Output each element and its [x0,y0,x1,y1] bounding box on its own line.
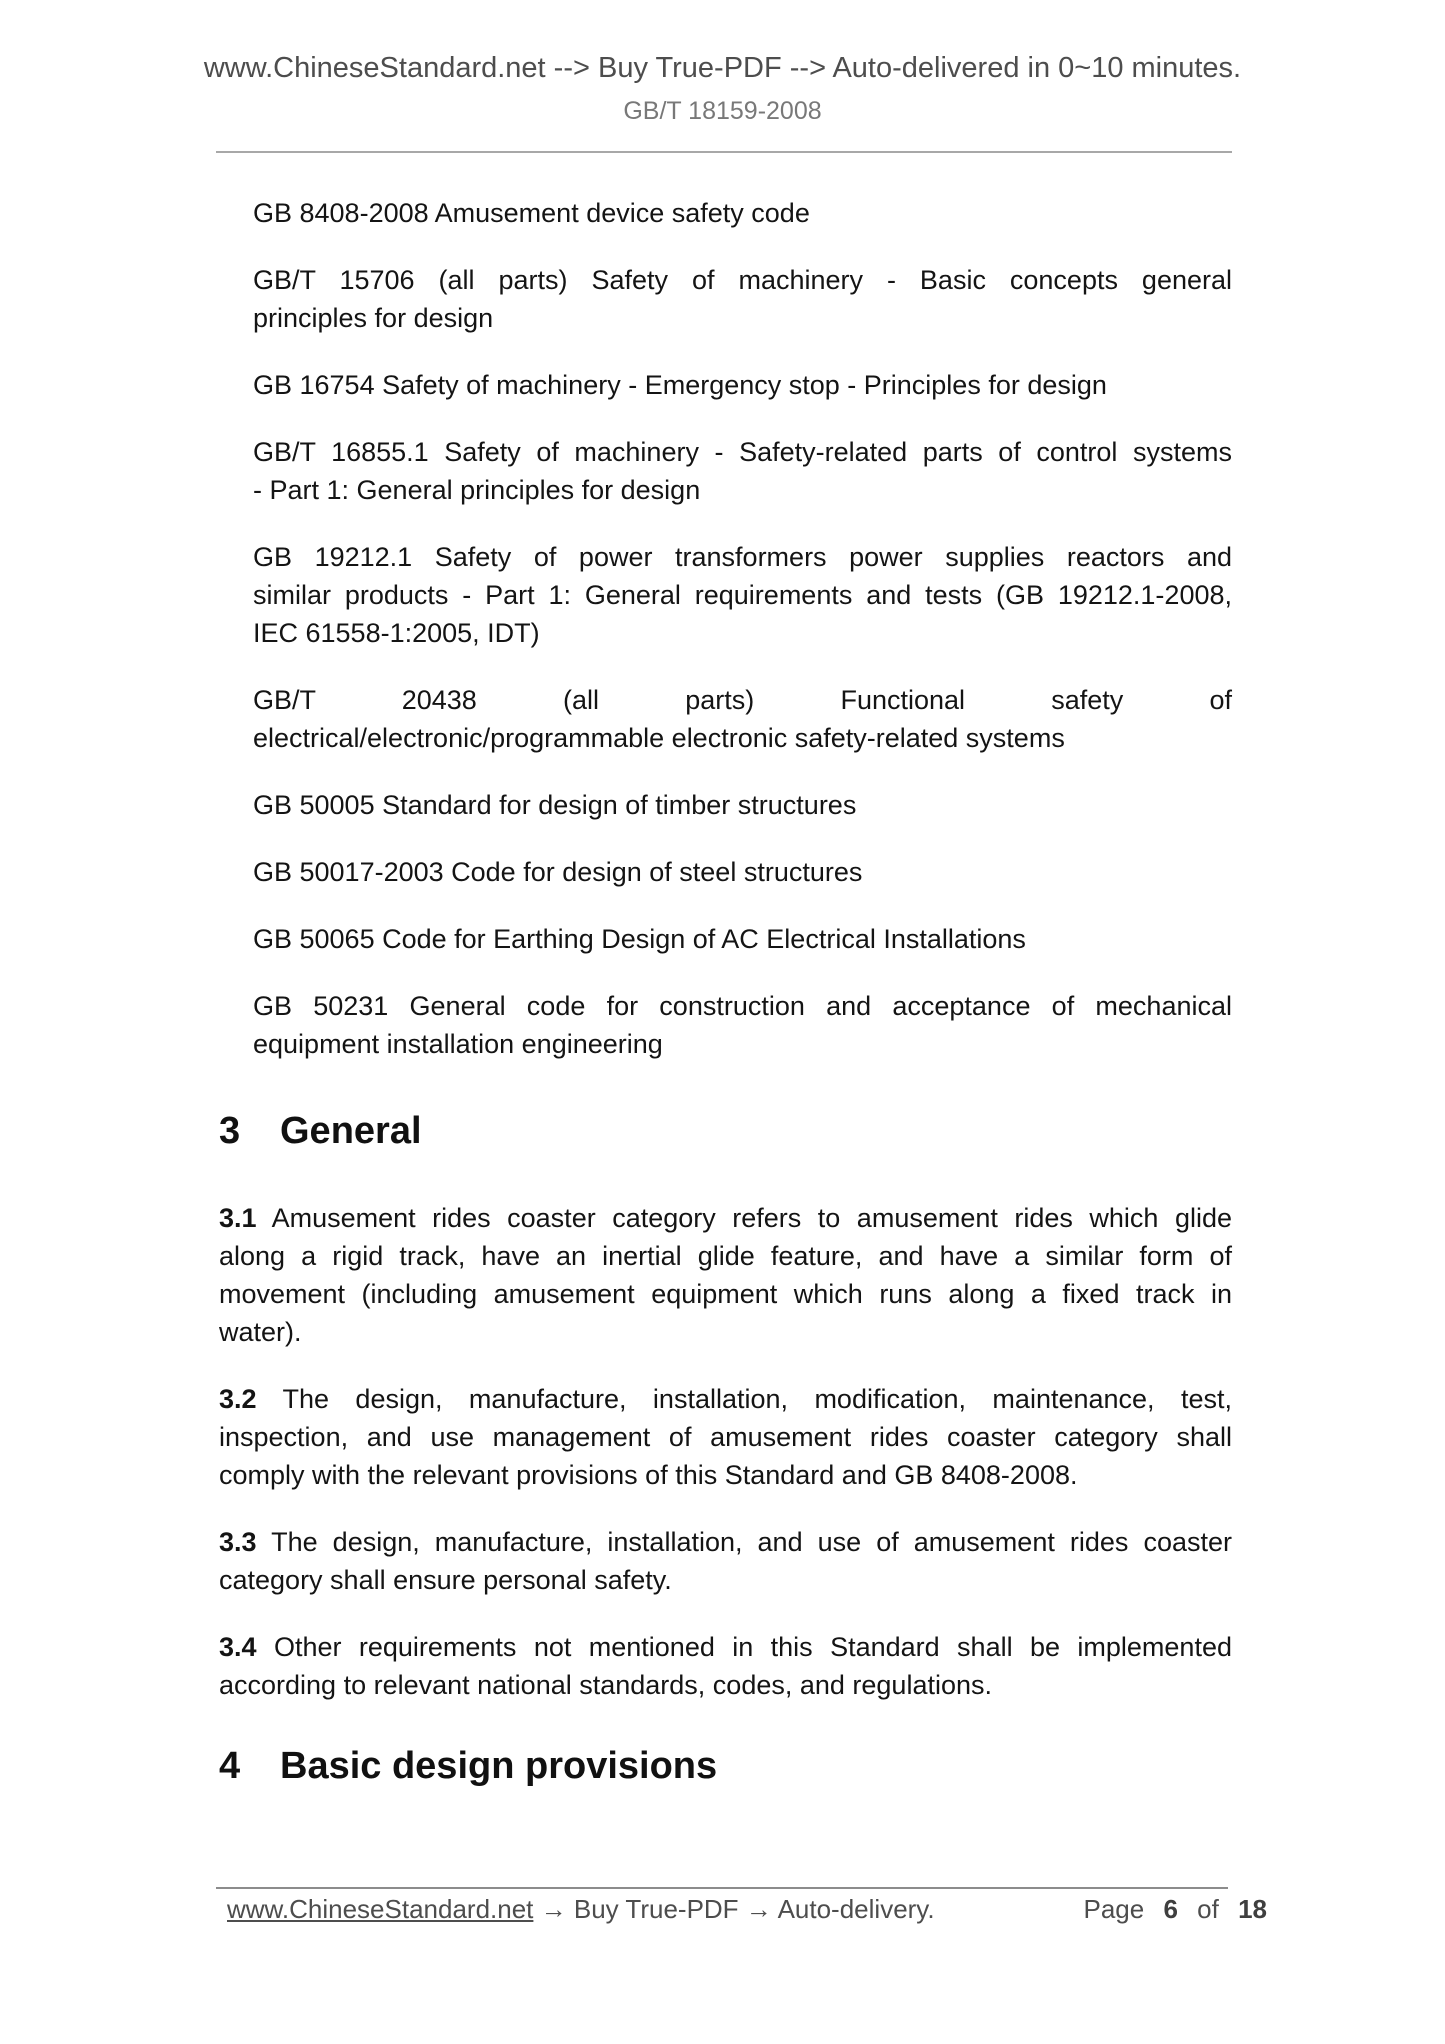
reference-line: GB 50005 Standard for design of timber structures [253,790,857,820]
reference-item [253,433,1232,509]
reference-line: GB 19212.1 Safety of power transformers power supplies reactors and [253,542,1232,572]
reference-line: IEC 61558-1:2005, IDT) [253,618,540,648]
reference-line: equipment installation engineering [253,1029,663,1059]
references-list [253,194,1232,1063]
reference-item [253,920,1232,958]
clause-number: 3.2 [219,1384,257,1414]
page-total: 18 [1238,1894,1267,1924]
clause-3.1 [219,1199,1232,1351]
clause-line: water). [219,1317,302,1347]
reference-item [253,681,1232,757]
section-heading-general [219,1107,1232,1155]
page-content [219,194,1232,1790]
clause-3.4 [219,1628,1232,1704]
page-indicator [1083,1892,1267,1926]
footer-site-link[interactable]: www.ChineseStandard.net [227,1894,534,1924]
clause-line: category shall ensure personal safety. [219,1565,672,1595]
reference-line: GB 16754 Safety of machinery - Emergency stop - Principles for design [253,370,1107,400]
page-label: Page [1083,1894,1145,1924]
reference-item [253,366,1232,404]
clause-line: 3.4 Other requirements not mentioned in this Standard shall be implemented [219,1632,1232,1662]
section-title: General [280,1110,422,1152]
reference-line: GB/T 20438 (all parts) Functional safety of [253,685,1232,715]
clause-3.3 [219,1523,1232,1599]
section-heading-basic-design [219,1742,1232,1790]
reference-line: GB 8408-2008 Amusement device safety code [253,198,810,228]
of-label: of [1197,1894,1219,1924]
reference-line: GB/T 15706 (all parts) Safety of machinery - Basic concepts general [253,265,1232,295]
reference-line: similar products - Part 1: General requirements and tests (GB 19212.1-2008, [253,580,1232,610]
reference-line: GB 50231 General code for construction and acceptance of mechanical [253,991,1232,1021]
footer [227,1892,1267,1926]
header-banner: www.ChineseStandard.net --> Buy True-PDF --> Auto-delivered in 0~10 minutes. [203,52,1242,84]
section-number: 3 [219,1110,241,1152]
reference-line: - Part 1: General principles for design [253,475,701,505]
clause-line: 3.3 The design, manufacture, installation, and use of amusement rides coaster [219,1527,1232,1557]
reference-line: GB/T 16855.1 Safety of machinery - Safety-related parts of control systems [253,437,1232,467]
header-rule [216,151,1232,153]
reference-item [253,987,1232,1063]
clause-line: 3.1 Amusement rides coaster category refers to amusement rides which glide [219,1203,1232,1233]
footer-tagline [227,1892,935,1926]
reference-item [253,261,1232,337]
clause-3.2 [219,1380,1232,1494]
clause-number: 3.3 [219,1527,257,1557]
reference-line: principles for design [253,303,494,333]
clause-line: movement (including amusement equipment which runs along a fixed track in [219,1279,1232,1309]
reference-item [253,786,1232,824]
clause-line: comply with the relevant provisions of this Standard and GB 8408-2008. [219,1460,1078,1490]
clause-line: inspection, and use management of amusement rides coaster category shall [219,1422,1232,1452]
clause-number: 3.4 [219,1632,257,1662]
header-doc-number: GB/T 18159-2008 [623,97,822,125]
page-current: 6 [1163,1894,1178,1924]
clauses-container [219,1199,1232,1704]
clause-line: according to relevant national standards, codes, and regulations. [219,1670,992,1700]
reference-item [253,853,1232,891]
footer-tagline-text: → Buy True-PDF → Auto-delivery. [533,1894,935,1924]
reference-line: electrical/electronic/programmable electronic safety-related systems [253,723,1065,753]
reference-line: GB 50017-2003 Code for design of steel structures [253,857,863,887]
reference-item [253,538,1232,652]
section-title: Basic design provisions [280,1745,718,1787]
clause-number: 3.1 [219,1203,257,1233]
clause-line: along a rigid track, have an inertial glide feature, and have a similar form of [219,1241,1232,1271]
footer-rule [216,1887,1228,1889]
clause-line: 3.2 The design, manufacture, installation, modification, maintenance, test, [219,1384,1232,1414]
reference-line: GB 50065 Code for Earthing Design of AC Electrical Installations [253,924,1026,954]
reference-item [253,194,1232,232]
section-number: 4 [219,1745,241,1787]
